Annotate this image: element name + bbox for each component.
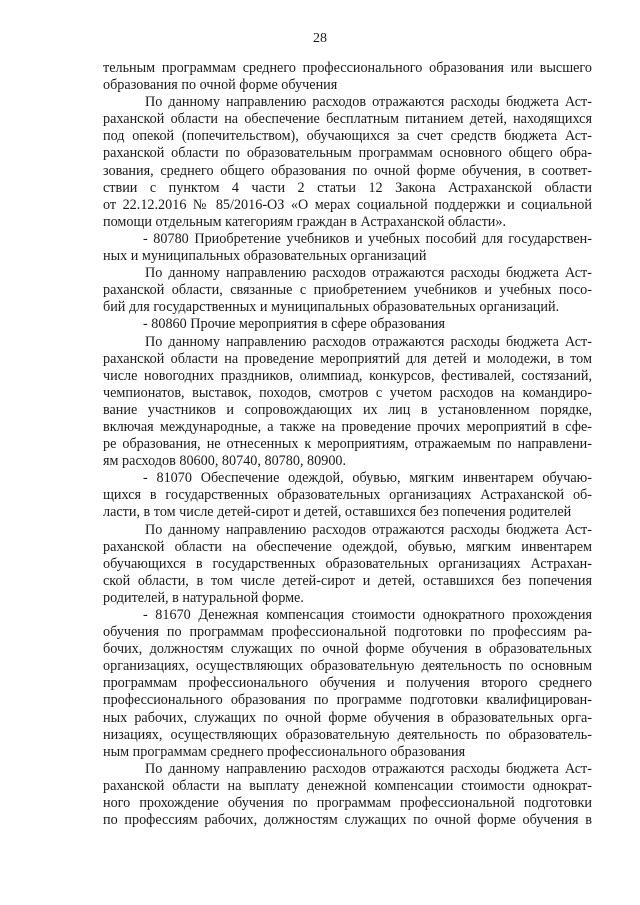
text-line: ласти, в том числе детей-сирот и детей, оставшихся без попечения родителей [103,504,572,521]
page-number: 28 [313,31,327,46]
text-line: - 81670 Денежная компенсация стоимости однократного прохождения [143,607,592,623]
heading-paragraph [103,231,592,265]
text-line: ям расходов 80600, 80740, 80780, 80900. [103,453,347,470]
text-line: По данному направлению расходов отражаются расходы бюджета Аст- [145,265,592,282]
body-paragraph [103,94,592,231]
text-line: ствии с пунктом 4 части 2 статьи 12 Закона Астраханской области [103,179,592,196]
text-line: бий для государственных и муниципальных образовательных организаций. [103,299,560,316]
text-line: чемпионатов, выставок, походов, смотров с учетом расходов на командиро- [103,384,592,401]
body-paragraph [103,761,592,829]
text-line: от 22.12.2016 № 85/2016-ОЗ «О мерах социальной поддержки и социальной [103,196,592,213]
text-line: раханской области на обеспечение бесплатным питанием детей, находящихся [103,111,592,128]
text-line: обучающихся в государственных образовательных организациях Астрахан- [103,555,592,572]
text-line: низациях, осуществляющих образовательную деятельность по образователь- [103,726,592,743]
body-paragraph [103,60,592,94]
text-line: раханской области на выплату денежной компенсации стоимости однократ- [103,777,592,794]
heading-paragraph [103,470,592,521]
text-line: По данному направлению расходов отражаются расходы бюджета Аст- [145,333,592,350]
text-line: ных рабочих, служащих по очной форме обучения в образовательных орга- [103,709,592,726]
text-line: обучения по программам профессиональной подготовки по профессиям ра- [103,624,592,641]
body-paragraph [103,334,592,471]
text-line: ре образования, не отнесенных к мероприятиям, отражаемым по направлени- [103,436,592,453]
document-body [103,60,592,829]
text-line: По данному направлению расходов отражаются расходы бюджета Аст- [145,760,592,777]
text-line: раханской области на обеспечение одеждой, обувью, мягким инвентарем [103,538,592,555]
text-line: ской области, в том числе детей-сирот и детей, оставшихся без попечения [103,572,592,589]
text-line: включая международные, а также на проведение прочих мероприятий в сфе- [103,418,592,435]
text-line: - 80860 Прочие мероприятия в сфере образования [143,316,446,333]
text-line: раханской области на проведение мероприятий для детей и молодежи, в том [103,350,592,367]
text-line: родителей, в натуральной форме. [103,589,304,606]
text-line: - 81070 Обеспечение одеждой, обувью, мягким инвентарем обучаю- [143,470,592,487]
text-line: программам профессионального обучения и получения второго среднего [103,675,592,692]
body-paragraph [103,522,592,607]
text-line: ных и муниципальных образовательных организаций [103,248,427,265]
text-line: ного прохождение обучения по программам профессиональной подготовки [103,795,592,812]
heading-paragraph [103,607,592,761]
text-line: щихся в государственных образовательных организациях Астраханской об- [103,487,592,504]
text-line: раханской области, связанные с приобретением учебников и учебных посо- [103,282,592,299]
text-line: раханской области по образовательным программам основного общего обра- [103,145,592,162]
text-line: По данному направлению расходов отражаются расходы бюджета Аст- [145,94,592,111]
text-line: вание участников и сопровождающих их лиц в установленном порядке, [103,401,592,418]
text-line: под опекой (попечительством), обучающихся за счет средств бюджета Аст- [103,128,592,145]
text-line: ным программам среднего профессионального образования [103,743,466,760]
text-line: помощи отдельным категориям граждан в Астраханской области». [103,213,507,230]
text-line: образования по очной форме обучения [103,77,338,94]
text-line: зования, среднего общего образования по очной форме обучения, в соответ- [103,162,592,179]
body-paragraph [103,265,592,316]
text-line: - 80780 Приобретение учебников и учебных пособий для государствен- [143,230,592,247]
text-line: числе новогодних праздников, олимпиад, конкурсов, фестивалей, состязаний, [103,367,592,384]
text-line: профессионального образования по программе подготовки квалифицирован- [103,692,592,709]
text-line: тельным программам среднего профессионального образования или высшего [103,60,592,76]
text-line: бочих, должностям служащих по очной форме обучения в образовательных [103,641,592,658]
heading-paragraph [103,316,592,333]
text-line: По данному направлению расходов отражаются расходы бюджета Аст- [145,521,592,538]
text-line: организациях, осуществляющих образовательную деятельность по основным [103,658,592,675]
text-line: по профессиям рабочих, должностям служащих по очной форме обучения в [103,812,592,829]
